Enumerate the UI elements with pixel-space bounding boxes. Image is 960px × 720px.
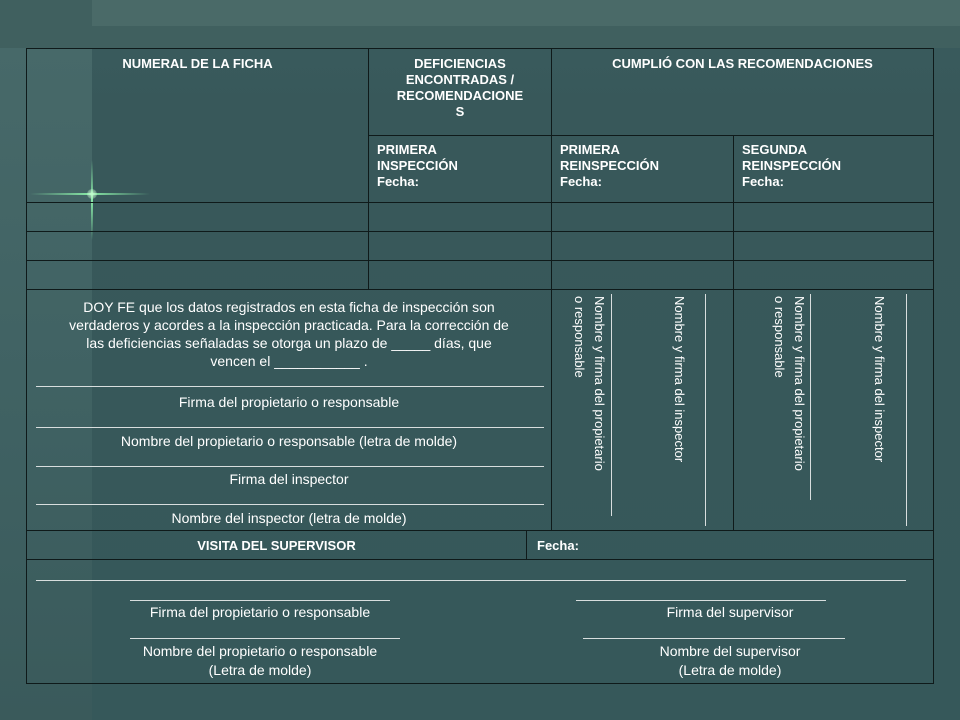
- signature-line: [130, 600, 390, 601]
- segunda-reinspeccion-line2: REINSPECCIÓN: [742, 158, 841, 173]
- table-cell-empty[interactable]: [551, 202, 734, 232]
- supervisor-propietario-letra-molde: (Letra de molde): [208, 662, 312, 678]
- primera-inspeccion-line2: INSPECCIÓN: [377, 158, 458, 173]
- primera-inspeccion-fecha: Fecha:: [377, 174, 419, 189]
- signature-line: [36, 427, 544, 428]
- vertical-nombre-inspector: Nombre y firma del inspector: [872, 296, 887, 463]
- primera-reinspeccion-line1: PRIMERA: [560, 142, 620, 157]
- supervisor-fecha-cell: [526, 530, 934, 560]
- table-cell-empty[interactable]: [733, 202, 934, 232]
- signature-line: [36, 466, 544, 467]
- table-cell-empty[interactable]: [26, 202, 369, 232]
- firma-inspector-label: Firma del inspector: [229, 471, 349, 487]
- signature-line: [36, 580, 906, 581]
- table-cell-empty[interactable]: [26, 260, 369, 290]
- primera-reinspeccion-fecha: Fecha:: [560, 174, 602, 189]
- table-cell-empty[interactable]: [733, 231, 934, 261]
- vertical-nombre-inspector: Nombre y firma del inspector: [672, 296, 687, 463]
- background-accent-band: [92, 0, 960, 26]
- header-numeral-label: NUMERAL DE LA FICHA: [122, 56, 273, 71]
- doy-fe-line2: verdaderos y acordes a la inspección practicada. Para la corrección de: [69, 317, 509, 333]
- segunda-reinspeccion-fecha: Fecha:: [742, 174, 784, 189]
- signature-line-vertical: [810, 294, 811, 500]
- table-cell-empty[interactable]: [26, 231, 369, 261]
- signature-line: [576, 600, 826, 601]
- signature-line: [36, 386, 544, 387]
- firma-propietario-label: Firma del propietario o responsable: [178, 394, 400, 410]
- signature-line: [36, 504, 544, 505]
- header-deficiencias-line1: DEFICIENCIAS: [414, 56, 506, 71]
- primera-inspeccion-line1: PRIMERA: [377, 142, 437, 157]
- nombre-supervisor-label: Nombre del supervisor: [659, 643, 801, 659]
- primera-reinspeccion-line2: REINSPECCIÓN: [560, 158, 659, 173]
- vertical-nombre-propietario-line1: Nombre y firma del propietario: [592, 296, 607, 471]
- doy-fe-line3: las deficiencias señaladas se otorga un plazo de _____ días, que: [86, 335, 492, 351]
- signature-line-vertical: [705, 294, 706, 526]
- doy-fe-line4: vencen el ___________ .: [210, 353, 368, 369]
- vertical-nombre-propietario-line1: Nombre y firma del propietario: [792, 296, 807, 471]
- table-cell-empty[interactable]: [368, 260, 552, 290]
- table-cell-empty[interactable]: [368, 231, 552, 261]
- vertical-nombre-propietario-line2: o responsable: [772, 296, 787, 378]
- vertical-nombre-propietario-line2: o responsable: [572, 296, 587, 378]
- supervisor-firma-propietario-label: Firma del propietario o responsable: [149, 604, 371, 620]
- table-cell-empty[interactable]: [551, 231, 734, 261]
- header-cumplio-label: CUMPLIÓ CON LAS RECOMENDACIONES: [612, 56, 873, 71]
- nombre-propietario-label: Nombre del propietario o responsable (letra de molde): [120, 433, 458, 449]
- signature-line: [583, 638, 845, 639]
- supervisor-letra-molde: (Letra de molde): [678, 662, 782, 678]
- doy-fe-line1: DOY FE que los datos registrados en esta ficha de inspección son: [83, 299, 495, 315]
- firma-supervisor-label: Firma del supervisor: [666, 604, 794, 620]
- header-deficiencias-line4: S: [455, 104, 465, 119]
- header-deficiencias-line3: RECOMENDACIONE: [396, 88, 524, 103]
- visita-supervisor-label: VISITA DEL SUPERVISOR: [197, 538, 356, 553]
- nombre-inspector-label: Nombre del inspector (letra de molde): [171, 510, 407, 526]
- header-deficiencias-line2: ENCONTRADAS /: [405, 72, 515, 87]
- signature-cell-reinspeccion-2: [733, 289, 934, 531]
- segunda-reinspeccion-line1: SEGUNDA: [742, 142, 808, 157]
- signature-line-vertical: [611, 294, 612, 516]
- supervisor-nombre-propietario-label: Nombre del propietario o responsable: [142, 643, 378, 659]
- supervisor-fecha-label: Fecha:: [537, 538, 579, 553]
- table-cell-empty[interactable]: [551, 260, 734, 290]
- signature-line-vertical: [906, 294, 907, 526]
- table-cell-empty[interactable]: [733, 260, 934, 290]
- signature-line: [130, 638, 400, 639]
- table-cell-empty[interactable]: [368, 202, 552, 232]
